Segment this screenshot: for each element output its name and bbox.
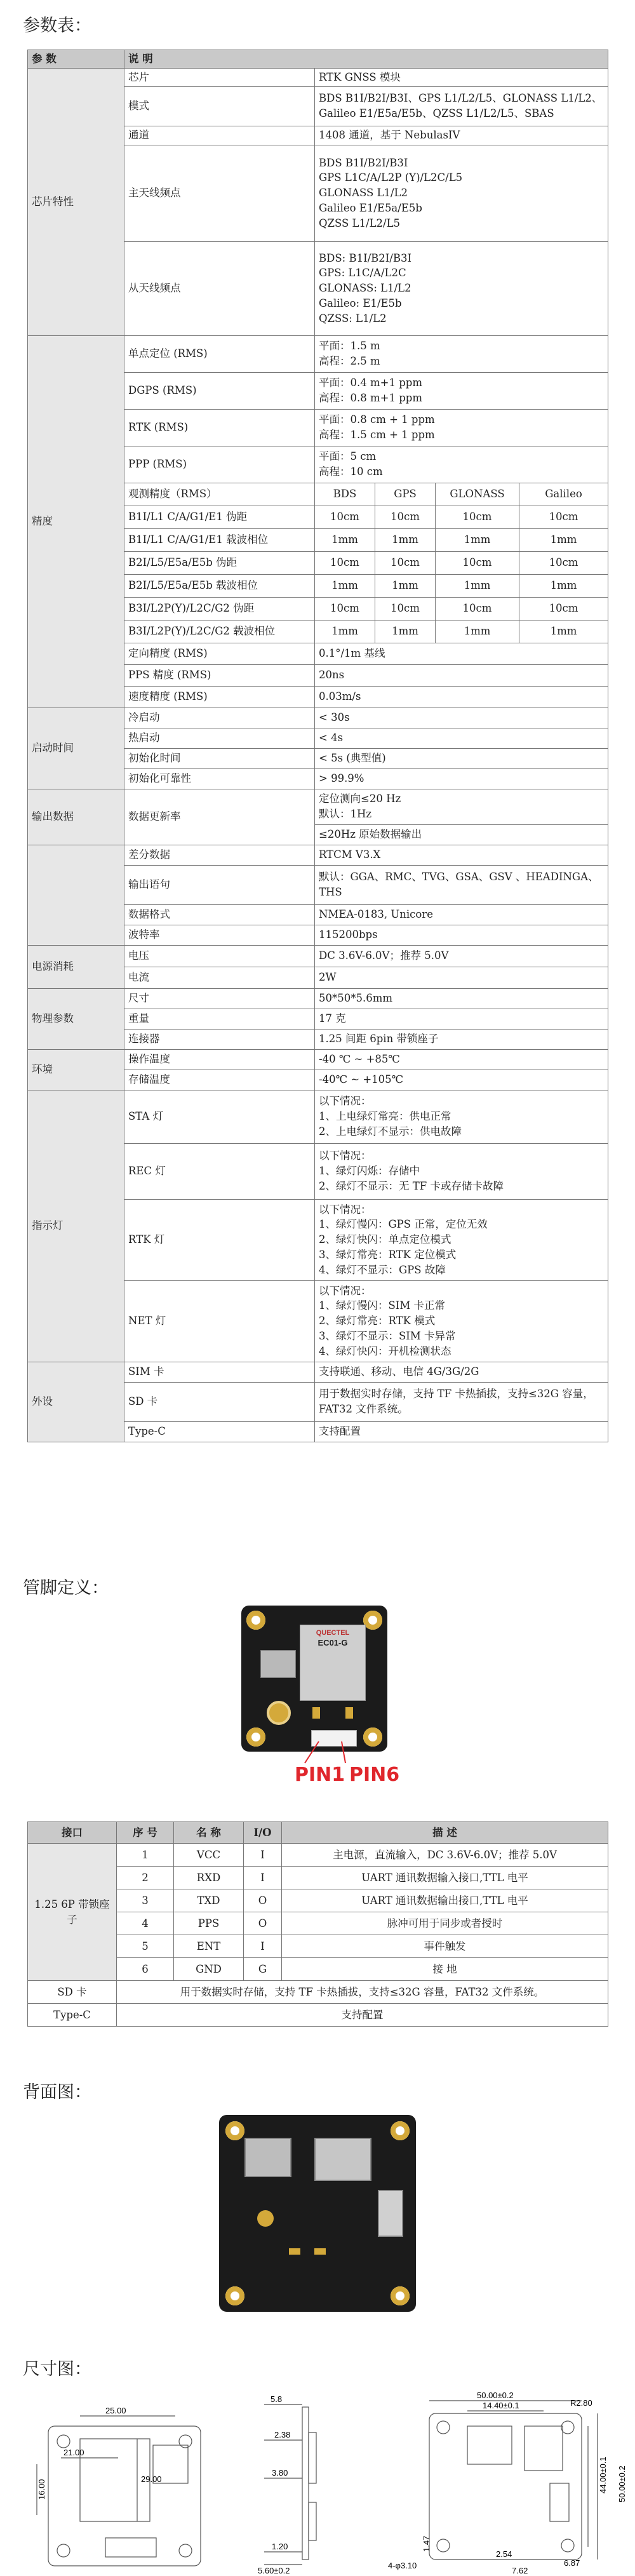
row-value: RTCM V3.X	[315, 845, 608, 865]
pin-name: TXD	[174, 1889, 244, 1912]
row-value: 以下情况： 1、绿灯慢闪：GPS 正常，定位无效 2、绿灯快闪：单点定位模式 3、绿灯常亮：RTK 定位模式 4、绿灯不显示：GPS 故障	[315, 1199, 608, 1280]
dim-r2-8: R2.80	[570, 2398, 592, 2408]
pin-desc: 事件触发	[282, 1935, 608, 1958]
dim-3-8: 3.80	[272, 2468, 288, 2478]
row-value: 平面：0.8 cm + 1 ppm 高程：1.5 cm + 1 ppm	[315, 409, 608, 446]
group-accuracy: 精度	[28, 335, 124, 708]
dim-44: 44.00±0.1	[598, 2457, 608, 2493]
row-value: -40 ℃ ~ +85℃	[315, 1049, 608, 1070]
row-value: 2W	[315, 967, 608, 988]
obs-cell: 1mm	[436, 620, 519, 643]
board-back-photo	[219, 2115, 416, 2312]
row-value: 以下情况： 1、上电绿灯常亮：供电正常 2、上电绿灯不显示：供电故障	[315, 1090, 608, 1143]
row-value: 平面：1.5 m 高程：2.5 m	[315, 335, 608, 372]
tf-card-slot	[314, 2138, 371, 2181]
obs-cell: 10cm	[315, 551, 375, 574]
group-chip: 芯片特性	[28, 68, 124, 335]
dim-5-6: 5.60±0.2	[258, 2566, 290, 2575]
pin-pointer-lines	[279, 1740, 362, 1766]
row-value: RTK GNSS 模块	[315, 68, 608, 86]
pin-header-iface: 接口	[28, 1822, 117, 1844]
row-value: BDS B1I/B2I/B3I GPS L1C/A/L2P (Y)/L2C/L5 GLONASS L1/L2 Galileo E1/E5a/E5b QZSS L1/L2/L5	[315, 145, 608, 241]
row-value: 0.1°/1m 基线	[315, 643, 608, 664]
pin-io: O	[244, 1912, 282, 1935]
obs-cell: 1mm	[436, 528, 519, 551]
row-value: NMEA-0183, Unicore	[315, 904, 608, 925]
obs-cell: 1mm	[315, 620, 375, 643]
dim-2-38: 2.38	[274, 2430, 291, 2439]
row-label: 存储温度	[124, 1070, 315, 1090]
pins-heading: 管脚定义：	[23, 1578, 109, 1598]
dim-25: 25.00	[105, 2406, 126, 2415]
row-value: 115200bps	[315, 925, 608, 945]
pin-name: ENT	[174, 1935, 244, 1958]
row-value: < 30s	[315, 708, 608, 728]
obs-label: B3I/L2P(Y)/L2C/G2 伪距	[124, 597, 315, 620]
mount-hole	[363, 1611, 382, 1630]
group-power: 电源消耗	[28, 945, 124, 988]
pad	[314, 2248, 326, 2255]
row-label: SIM 卡	[124, 1362, 315, 1382]
pin6-label: PIN6	[349, 1764, 400, 1786]
row-value: 支持配置	[315, 1421, 608, 1442]
dim-50-top: 50.00±0.2	[477, 2391, 514, 2400]
pin-group: 1.25 6P 带锁座子	[28, 1844, 117, 1981]
spec-table	[27, 50, 608, 1442]
row-value: 平面：5 cm 高程：10 cm	[315, 446, 608, 483]
row-label: STA 灯	[124, 1090, 315, 1143]
row-label: 初始化可靠性	[124, 768, 315, 789]
row-label: 连接器	[124, 1029, 315, 1049]
bottom-view-drawing	[429, 2401, 598, 2559]
sim-card-slot	[244, 2138, 291, 2177]
obs-label: B2I/L5/E5a/E5b 载波相位	[124, 574, 315, 597]
pin-io: I	[244, 1935, 282, 1958]
back-heading: 背面图：	[23, 2083, 91, 2102]
row-value: 1.25 间距 6pin 带锁座子	[315, 1029, 608, 1049]
pin-desc: 脉冲可用于同步或者授时	[282, 1912, 608, 1935]
mount-hole	[246, 1727, 265, 1747]
row-label: 速度精度 (RMS)	[124, 686, 315, 708]
pad	[312, 1707, 320, 1719]
row-label: REC 灯	[124, 1143, 315, 1199]
table-row	[28, 845, 608, 865]
side-view-drawing	[264, 2405, 316, 2565]
pin-header-no: 序 号	[117, 1822, 174, 1844]
group-peripheral: 外设	[28, 1362, 124, 1442]
group-startup: 启动时间	[28, 708, 124, 789]
spec-header-param: 参 数	[28, 50, 124, 69]
obs-cell: 10cm	[375, 506, 436, 528]
pin-io: O	[244, 1889, 282, 1912]
pin-desc: UART 通讯数据输入接口,TTL 电平	[282, 1867, 608, 1889]
table-row	[28, 708, 608, 728]
mount-hole	[246, 1611, 265, 1630]
row-label: 单点定位 (RMS)	[124, 335, 315, 372]
pin-header-name: 名 称	[174, 1822, 244, 1844]
row-label: 数据更新率	[124, 789, 315, 845]
pin-table	[27, 1821, 608, 2027]
obs-cell: 10cm	[519, 551, 608, 574]
dim-7-62: 7.62	[512, 2566, 528, 2575]
pin-typec-value: 支持配置	[117, 2004, 608, 2027]
group-output-cont	[28, 845, 124, 945]
row-value: 平面：0.4 m+1 ppm 高程：0.8 m+1 ppm	[315, 372, 608, 409]
pin-typec-label: Type-C	[28, 2004, 117, 2027]
row-value: < 4s	[315, 728, 608, 748]
row-label: PPS 精度 (RMS)	[124, 664, 315, 686]
table-row	[28, 2004, 608, 2027]
pin-no: 6	[117, 1958, 174, 1981]
mount-hole	[391, 2286, 410, 2305]
board-front-photo	[241, 1606, 387, 1752]
row-value: 50*50*5.6mm	[315, 988, 608, 1009]
pad	[289, 2248, 300, 2255]
pin-name: PPS	[174, 1912, 244, 1935]
row-label: NET 灯	[124, 1280, 315, 1362]
pin-io: I	[244, 1844, 282, 1867]
dim-14-4: 14.40±0.1	[483, 2401, 519, 2410]
obs-label: B1I/L1 C/A/G1/E1 伪距	[124, 506, 315, 528]
row-value: < 5s (典型值)	[315, 748, 608, 768]
row-value: 定位测向≤20 Hz 默认：1Hz	[315, 789, 608, 824]
dim-1-2: 1.20	[272, 2542, 288, 2551]
pin-desc: UART 通讯数据输出接口,TTL 电平	[282, 1889, 608, 1912]
table-row	[28, 1844, 608, 1867]
row-label: RTK (RMS)	[124, 409, 315, 446]
pin-name: VCC	[174, 1844, 244, 1867]
obs-label: B1I/L1 C/A/G1/E1 载波相位	[124, 528, 315, 551]
pin-desc: 接 地	[282, 1958, 608, 1981]
mount-hole	[363, 1727, 382, 1747]
table-row	[28, 1362, 608, 1382]
row-label: 定向精度 (RMS)	[124, 643, 315, 664]
pin-no: 5	[117, 1935, 174, 1958]
row-value: 以下情况： 1、绿灯闪烁：存储中 2、绿灯不显示：无 TF 卡或存储卡故障	[315, 1143, 608, 1199]
row-value: 用于数据实时存储，支持 TF 卡热插拔，支持≤32G 容量，FAT32 文件系统。	[315, 1382, 608, 1421]
table-row	[28, 1090, 608, 1143]
row-value: BDS: B1I/B2I/B3I GPS: L1C/A/L2C GLONASS: L1/L2 Galileo: E1/E5b QZSS: L1/L2	[315, 241, 608, 335]
obs-cell: 1mm	[375, 528, 436, 551]
row-label: 芯片	[124, 68, 315, 86]
gnss-module	[300, 1625, 366, 1701]
pin-sd-label: SD 卡	[28, 1981, 117, 2004]
obs-header-galileo: Galileo	[519, 483, 608, 506]
row-label: 热启动	[124, 728, 315, 748]
dim-2-54: 2.54	[496, 2549, 512, 2559]
size-heading: 尺寸图：	[23, 2359, 91, 2379]
antenna-connector	[267, 1701, 291, 1725]
pin-io: I	[244, 1867, 282, 1889]
obs-cell: 10cm	[375, 551, 436, 574]
pin-no: 1	[117, 1844, 174, 1867]
mount-hole	[391, 2121, 410, 2140]
obs-header-glonass: GLONASS	[436, 483, 519, 506]
row-label: PPP (RMS)	[124, 446, 315, 483]
obs-cell: 10cm	[315, 597, 375, 620]
obs-cell: 1mm	[519, 528, 608, 551]
group-physical: 物理参数	[28, 988, 124, 1049]
dimension-drawings	[23, 2388, 627, 2576]
row-label: SD 卡	[124, 1382, 315, 1421]
pin-no: 4	[117, 1912, 174, 1935]
group-output: 输出数据	[28, 789, 124, 845]
dim-holes: 4-φ3.10	[388, 2561, 417, 2570]
pin-no: 3	[117, 1889, 174, 1912]
row-label: DGPS (RMS)	[124, 372, 315, 409]
dim-6-87: 6.87	[564, 2558, 580, 2568]
mount-hole	[225, 2121, 244, 2140]
pin-header-desc: 描 述	[282, 1822, 608, 1844]
row-label: 重量	[124, 1009, 315, 1029]
pin-sd-value: 用于数据实时存储，支持 TF 卡热插拔，支持≤32G 容量，FAT32 文件系统。	[117, 1981, 608, 2004]
obs-cell: 1mm	[519, 620, 608, 643]
row-label: 冷启动	[124, 708, 315, 728]
row-label: 主天线频点	[124, 145, 315, 241]
row-label: 初始化时间	[124, 748, 315, 768]
params-heading: 参数表：	[23, 16, 91, 36]
row-label: 差分数据	[124, 845, 315, 865]
row-label: 波特率	[124, 925, 315, 945]
row-value: 支持联通、移动、电信 4G/3G/2G	[315, 1362, 608, 1382]
spec-header-row	[28, 50, 608, 69]
pin-no: 2	[117, 1867, 174, 1889]
row-value: BDS B1I/B2I/B3I、GPS L1/L2/L5、GLONASS L1/L2、Galileo E1/E5a/E5b、QZSS L1/L2/L5、SBAS	[315, 86, 608, 126]
row-value: 默认：GGA、RMC、TVG、GSA、GSV 、HEADINGA、THS	[315, 865, 608, 904]
dim-16: 16.00	[37, 2479, 46, 2500]
pin-io: G	[244, 1958, 282, 1981]
module-model: EC01-G	[318, 1638, 348, 1647]
sim-slot	[260, 1650, 296, 1678]
row-label: 模式	[124, 86, 315, 126]
pin1-label: PIN1	[295, 1764, 345, 1786]
row-label: 数据格式	[124, 904, 315, 925]
obs-cell: 10cm	[436, 597, 519, 620]
group-env: 环境	[28, 1049, 124, 1090]
row-label: 通道	[124, 126, 315, 145]
obs-cell: 1mm	[315, 528, 375, 551]
module-brand: QUECTEL	[316, 1629, 350, 1637]
table-row	[28, 988, 608, 1009]
row-label: 从天线频点	[124, 241, 315, 335]
type-c-port	[378, 2190, 403, 2237]
dim-29: 29.00	[141, 2474, 162, 2484]
dim-50-side: 50.00±0.2	[617, 2465, 627, 2502]
obs-cell: 10cm	[375, 597, 436, 620]
obs-cell: 1mm	[315, 574, 375, 597]
table-row	[28, 335, 608, 372]
obs-cell: 10cm	[519, 597, 608, 620]
row-label: Type-C	[124, 1421, 315, 1442]
obs-cell: 10cm	[436, 506, 519, 528]
table-row	[28, 1049, 608, 1070]
table-row	[28, 1981, 608, 2004]
row-value: -40℃ ~ +105℃	[315, 1070, 608, 1090]
obs-cell: 10cm	[519, 506, 608, 528]
row-label: 操作温度	[124, 1049, 315, 1070]
mount-hole	[225, 2286, 244, 2305]
obs-cell: 1mm	[375, 620, 436, 643]
obs-cell: 1mm	[519, 574, 608, 597]
row-value: 以下情况： 1、绿灯慢闪：SIM 卡正常 2、绿灯常亮：RTK 模式 3、绿灯不显示：SIM 卡异常 4、绿灯快闪：开机检测状态	[315, 1280, 608, 1362]
row-value: ≤20Hz 原始数据输出	[315, 824, 608, 845]
row-label: 输出语句	[124, 865, 315, 904]
row-label: 电流	[124, 967, 315, 988]
pad	[345, 1707, 353, 1719]
group-leds: 指示灯	[28, 1090, 124, 1362]
pin-name: RXD	[174, 1867, 244, 1889]
obs-header-bds: BDS	[315, 483, 375, 506]
table-row	[28, 789, 608, 824]
obs-header-gps: GPS	[375, 483, 436, 506]
row-label: RTK 灯	[124, 1199, 315, 1280]
row-value: 0.03m/s	[315, 686, 608, 708]
row-label: 电压	[124, 945, 315, 967]
row-value: > 99.9%	[315, 768, 608, 789]
row-label: 尺寸	[124, 988, 315, 1009]
test-pad	[257, 2210, 274, 2227]
obs-cell: 1mm	[375, 574, 436, 597]
pin-header-io: I/O	[244, 1822, 282, 1844]
obs-cell: 10cm	[436, 551, 519, 574]
row-value: 20ns	[315, 664, 608, 686]
obs-cell: 10cm	[315, 506, 375, 528]
pin-header-row	[28, 1822, 608, 1844]
dim-1-47: 1.47	[422, 2535, 431, 2552]
pin-desc: 主电源，直流输入，DC 3.6V-6.0V；推荐 5.0V	[282, 1844, 608, 1867]
table-row	[28, 68, 608, 86]
top-view-drawing	[37, 2416, 201, 2566]
obs-label: B3I/L2P(Y)/L2C/G2 载波相位	[124, 620, 315, 643]
row-value: 1408 通道，基于 NebulasIV	[315, 126, 608, 145]
dim-5-8: 5.8	[271, 2394, 283, 2404]
obs-label: B2I/L5/E5a/E5b 伪距	[124, 551, 315, 574]
row-value: 17 克	[315, 1009, 608, 1029]
spec-header-desc: 说 明	[124, 50, 608, 69]
table-row	[28, 945, 608, 967]
obs-header-label: 观测精度（RMS）	[124, 483, 315, 506]
dim-21: 21.00	[64, 2448, 84, 2457]
pin-name: GND	[174, 1958, 244, 1981]
row-value: DC 3.6V-6.0V；推荐 5.0V	[315, 945, 608, 967]
obs-cell: 1mm	[436, 574, 519, 597]
